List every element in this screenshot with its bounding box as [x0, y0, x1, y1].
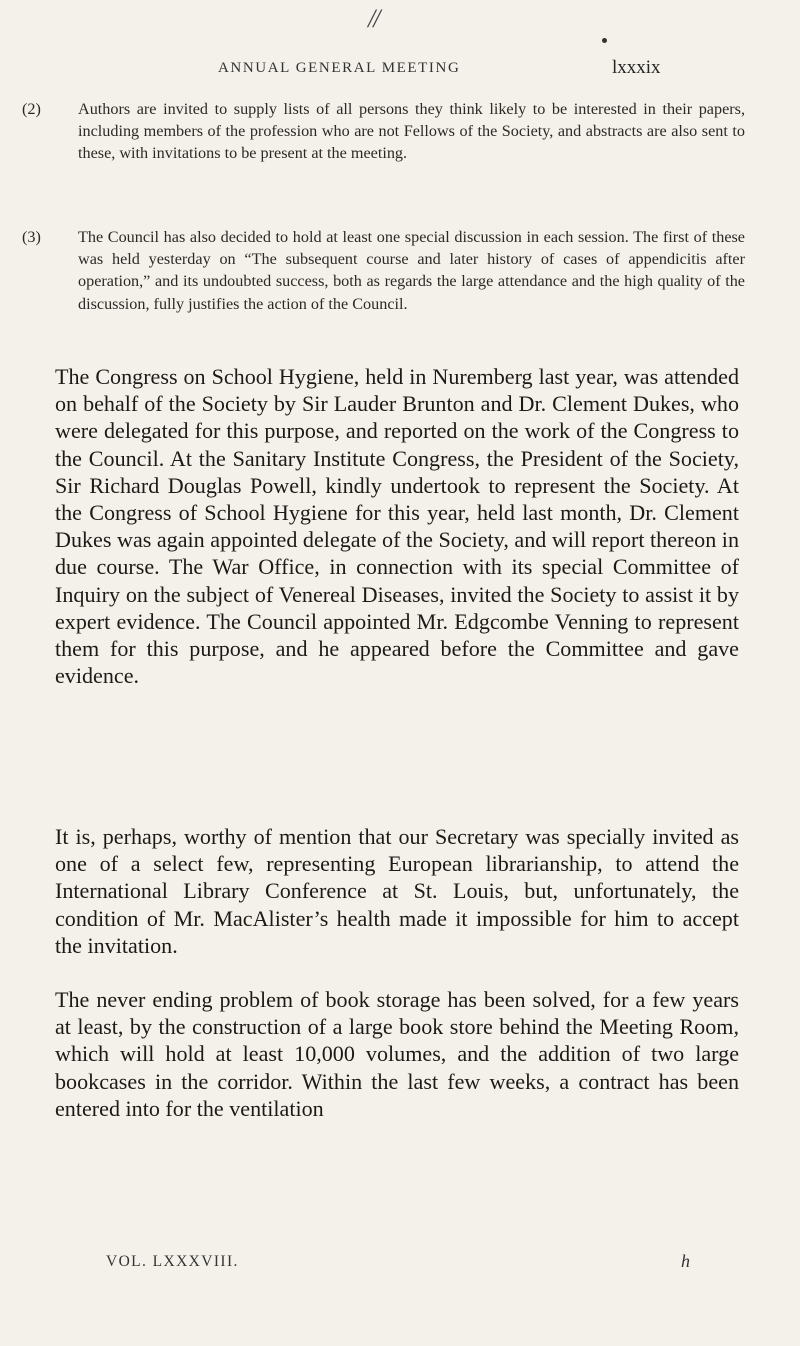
- paragraph-text: The Congress on School Hygiene, held in Nuremberg last year, was attended on behalf of the Society by Sir Lauder Brunton and Dr. Clement Dukes, who were delegated for this purpose, and reported on the work of the Congress to the Council. At the Sanitary Institute Congress, the President of the Society, Sir Richard Douglas Powell, kindly undertook to represent the Society. At the Congress of School Hygiene for this year, held last month, Dr. Clement Dukes was again appointed delegate of the Society, and will report thereon in due course. The War Office, in connection with its special Committee of Inquiry on the subject of Venereal Diseases, invited the Society to assist it by expert evidence. The Council appointed Mr. Edgcombe Venning to represent them for this purpose, and he appeared before the Committee and gave evidence.: [55, 364, 739, 689]
- paragraph-text: It is, perhaps, worthy of mention that our Secretary was specially invited as one of a select few, representing European librarianship, to attend the International Library Conference at St. Louis, but, unfortunately, the condition of Mr. MacAlister’s health made it impossible for him to accept the invitation.: [55, 824, 739, 958]
- body-paragraph-1: [55, 363, 739, 689]
- item-number: (2): [22, 100, 41, 118]
- item-text: Authors are invited to supply lists of all persons they think likely to be interested in their papers, including members of the profession who are not Fellows of the Society, and abstracts are also sent to these, with invitations to be present at the meeting.: [78, 100, 745, 163]
- numbered-item-2: [22, 98, 745, 165]
- body-paragraph-2: [55, 823, 739, 959]
- volume-label: VOL. LXXXVIII.: [106, 1253, 239, 1270]
- top-pencil-mark: //: [368, 4, 379, 33]
- item-text: The Council has also decided to hold at least one special discussion in each session. The first of these was held yesterday on “The subsequent course and later history of cases of appendicitis after operation,” and its undoubted success, both as regards the large attendance and the high quality of the discussion, fully justifies the action of the Council.: [78, 228, 745, 313]
- page-number: lxxxix: [612, 57, 661, 78]
- ink-dot: [602, 38, 607, 43]
- numbered-item-3: [22, 226, 745, 315]
- page-footer: [106, 1253, 706, 1277]
- running-head-title: ANNUAL GENERAL MEETING: [218, 60, 461, 76]
- item-number: (3): [22, 228, 41, 246]
- running-header: [0, 57, 800, 86]
- signature-mark: h: [681, 1251, 690, 1271]
- paragraph-text: The never ending problem of book storage has been solved, for a few years at least, by the construction of a large book store behind the Meeting Room, which will hold at least 10,000 volumes, and the addition of two large bookcases in the corridor. Within the last few weeks, a contract has been entered into for the ventilation: [55, 987, 739, 1121]
- body-paragraph-3: [55, 986, 739, 1122]
